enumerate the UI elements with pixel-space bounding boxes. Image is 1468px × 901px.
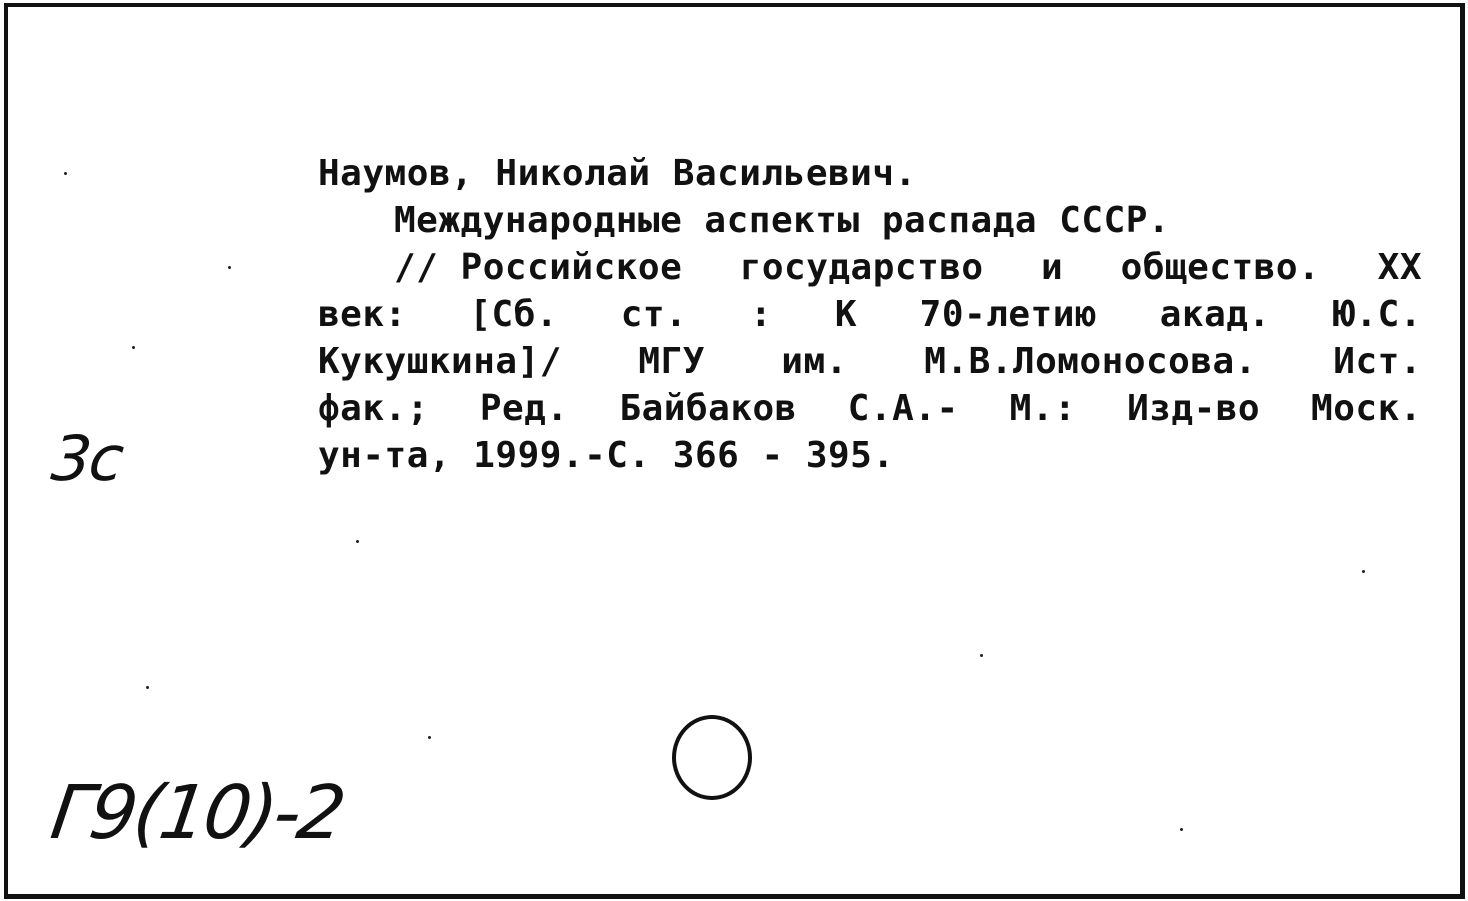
entry-line — [318, 150, 1422, 197]
entry-word: им. — [781, 341, 848, 382]
entry-word: ст. — [620, 294, 688, 335]
entry-word: МГУ — [638, 341, 705, 382]
entry-word: Наумов, Николай Васильевич. — [318, 153, 917, 194]
entry-word: и — [1041, 247, 1064, 288]
card-punch-hole — [672, 715, 752, 800]
entry-word: [Сб. — [469, 294, 559, 335]
bibliographic-entry — [318, 150, 1422, 479]
entry-word: Ю.С. — [1333, 294, 1422, 335]
entry-word: 70-летию — [919, 294, 1098, 335]
entry-word: общество. — [1120, 247, 1321, 288]
entry-word: М.: — [1009, 388, 1077, 429]
handwritten-note: 3с — [48, 422, 126, 495]
entry-word: Ист. — [1333, 341, 1422, 382]
entry-line — [318, 244, 1422, 291]
entry-word: С.А.- — [847, 388, 959, 429]
entry-word: Байбаков — [619, 388, 797, 429]
entry-word: Моск. — [1311, 388, 1422, 429]
entry-word: Международные аспекты распада СССР. — [394, 200, 1171, 241]
paper-speck — [64, 172, 67, 175]
entry-word: Кукушкина]/ — [318, 341, 562, 382]
paper-speck — [1362, 570, 1365, 573]
entry-line — [318, 432, 1422, 479]
paper-speck — [1180, 828, 1183, 831]
entry-word: Изд-во — [1127, 388, 1261, 429]
entry-word: К — [834, 294, 857, 335]
entry-word: государство — [739, 247, 984, 288]
entry-word: ун-та, 1999.-С. 366 - 395. — [318, 435, 895, 476]
shelf-mark: Г9(10)-2 — [45, 770, 349, 856]
entry-line — [318, 385, 1422, 432]
entry-line — [318, 197, 1422, 244]
entry-line — [318, 291, 1422, 338]
entry-word: Ред. — [479, 388, 569, 429]
paper-speck — [228, 266, 231, 269]
entry-word: : — [749, 294, 773, 335]
entry-word: М.В.Ломоносова. — [924, 341, 1257, 382]
entry-word: XX — [1377, 247, 1422, 288]
entry-line — [318, 338, 1422, 385]
entry-word: акад. — [1159, 294, 1271, 335]
entry-word: // Российское — [394, 247, 683, 288]
paper-speck — [980, 654, 983, 657]
entry-word: фак.; — [318, 388, 429, 429]
paper-speck — [132, 346, 135, 349]
paper-speck — [356, 540, 359, 543]
paper-speck — [428, 736, 431, 739]
entry-word: век: — [318, 294, 407, 335]
paper-speck — [146, 686, 149, 689]
